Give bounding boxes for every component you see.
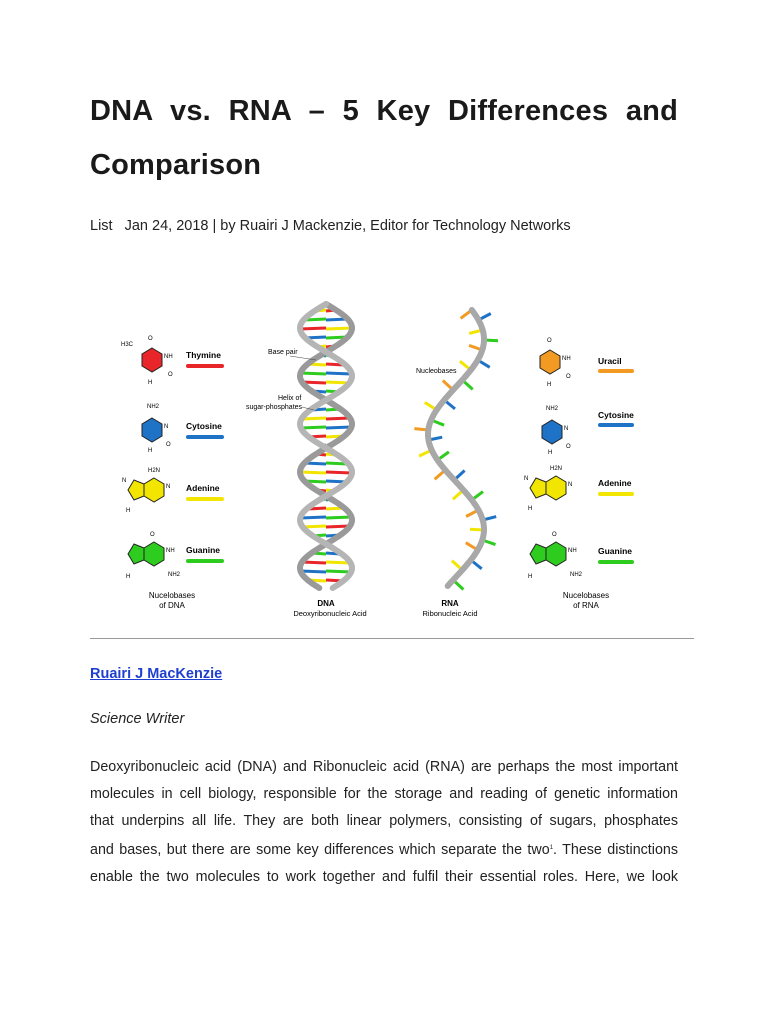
body-line: enable the two molecules to work together and fulfil their essential roles. Here, we look [90, 869, 678, 885]
dna-rna-figure [110, 296, 656, 626]
rna-title: RNA [441, 599, 459, 608]
rna-cytosine-n-label: N [564, 426, 569, 432]
body-line: that underpins all life. They are both linear polymers, consisting of sugars, phosphates [90, 813, 678, 829]
article-meta [90, 218, 571, 234]
cytosine-bar [186, 435, 224, 439]
rna-cytosine-label: Cytosine [598, 410, 634, 420]
rna-guanine-nh-label: NH [568, 548, 577, 554]
guanine-amine-label: NH2 [168, 572, 181, 578]
dna-double-helix [300, 304, 352, 588]
dna-title: DNA [317, 599, 335, 608]
uracil-h-label: H [547, 382, 552, 388]
thymine-o2-label: O [168, 372, 173, 378]
body-line: molecules in cell biology, responsible for the storage and reading of genetic information [90, 786, 678, 802]
dna-nucleobases-caption-1: Nucelobases [148, 591, 196, 600]
dna-base-pair-segment [301, 571, 327, 572]
rna-cytosine-amine-label: NH2 [546, 406, 559, 412]
rna-nucleobases-caption-1: Nucelobases [562, 591, 610, 600]
adenine-amine-label: H2N [148, 468, 161, 474]
rna-cytosine-h-label: H [548, 450, 553, 456]
cytosine-o-label: O [166, 442, 171, 448]
rna-adenine-molecule [524, 466, 572, 512]
adenine-n2-label: N [122, 478, 127, 484]
rna-cytosine-molecule [542, 406, 571, 456]
rna-nucleobases-caption-2: of RNA [573, 601, 599, 610]
category-tag[interactable]: List [90, 218, 113, 234]
thymine-h-label: H [148, 380, 153, 386]
dna-base-pair-segment [326, 427, 352, 428]
cytosine-molecule [142, 404, 171, 454]
dna-base-pair-segment [326, 517, 352, 518]
base-pair-annotation: Base pair [268, 349, 298, 356]
guanine-o-label: O [150, 532, 155, 538]
adenine-bar [186, 497, 224, 501]
guanine-bar [186, 559, 224, 563]
rna-guanine-bar [598, 560, 634, 564]
author-link[interactable]: Ruairi J MacKenzie [90, 666, 223, 682]
thymine-o-label: O [148, 336, 153, 342]
dna-base-pair-segment [326, 328, 352, 329]
dna-base-pair-segment [326, 571, 352, 572]
rna-cytosine-bar [598, 423, 634, 427]
body-line-text: and bases, but there are some key differences which separate the two [90, 842, 550, 858]
adenine-label: Adenine [186, 483, 220, 493]
body-line: Deoxyribonucleic acid (DNA) and Ribonucleic acid (RNA) are perhaps the most important [90, 759, 678, 775]
adenine-n-label: N [166, 484, 171, 490]
dna-base-pair-segment [301, 373, 327, 374]
guanine-label: Guanine [186, 545, 221, 555]
dna-base-pair-segment [300, 472, 326, 473]
adenine-h-label: H [126, 508, 131, 514]
dna-nucleobases-caption-2: of DNA [159, 601, 185, 610]
article-body [90, 754, 678, 891]
footnote-marker[interactable]: 1 [549, 845, 554, 851]
rna-adenine-bar [598, 492, 634, 496]
dna-base-pair-segment [326, 472, 352, 473]
dna-base-pair-segment [300, 328, 326, 329]
thymine-label: Thymine [186, 350, 221, 360]
dna-base-pair-segment [326, 373, 352, 374]
uracil-nh-label: NH [562, 356, 571, 362]
article-title: DNA vs. RNA – 5 Key Differences and Comparison [90, 95, 678, 181]
rna-single-strand [414, 310, 498, 590]
dna-base-pair-segment [301, 427, 327, 428]
body-line-text: . These distinctions [553, 842, 678, 858]
byline: Jan 24, 2018 | by Ruairi J Mackenzie, Editor for Technology Networks [124, 218, 571, 234]
rna-nucleobases [524, 338, 634, 610]
rna-adenine-label: Adenine [598, 478, 632, 488]
uracil-bar [598, 369, 634, 373]
rna-subtitle: Ribonucleic Acid [422, 609, 478, 618]
rna-adenine-amine-label: H2N [550, 466, 563, 472]
section-divider [90, 638, 694, 639]
rna-guanine-amine-label: NH2 [570, 572, 583, 578]
rna-adenine-n2-label: N [524, 476, 529, 482]
rna-cytosine-o-label: O [566, 444, 571, 450]
author-role: Science Writer [90, 711, 185, 727]
cytosine-amine-label: NH2 [147, 404, 160, 410]
rna-backbone [428, 310, 484, 586]
rna-adenine-n-label: N [568, 482, 573, 488]
rna-guanine-label: Guanine [598, 546, 633, 556]
uracil-molecule [540, 338, 571, 388]
uracil-label: Uracil [598, 356, 622, 366]
guanine-molecule [126, 532, 181, 580]
thymine-molecule [121, 336, 173, 386]
rna-guanine-molecule [528, 532, 583, 580]
cytosine-h-label: H [148, 448, 153, 454]
thymine-bar [186, 364, 224, 368]
uracil-o2-label: O [566, 374, 571, 380]
nucleobases-annotation: Nucleobases [416, 368, 457, 375]
rna-guanine-o-label: O [552, 532, 557, 538]
guanine-h-label: H [126, 574, 131, 580]
dna-subtitle: Deoxyribonucleic Acid [293, 609, 367, 618]
rna-adenine-h-label: H [528, 506, 533, 512]
helix-annotation-1: Helix of [278, 395, 302, 402]
dna-base-pair-segment [301, 517, 327, 518]
cytosine-label: Cytosine [186, 421, 222, 431]
thymine-nh-label: NH [164, 354, 173, 360]
cytosine-n-label: N [164, 424, 169, 430]
helix-annotation-2: sugar-phosphates [246, 404, 303, 411]
body-line [90, 835, 678, 864]
adenine-molecule [122, 468, 170, 514]
guanine-nh-label: NH [166, 548, 175, 554]
thymine-methyl-label: H3C [121, 342, 134, 348]
rna-guanine-h-label: H [528, 574, 533, 580]
uracil-o-label: O [547, 338, 552, 344]
dna-nucleobases [121, 336, 224, 610]
dna-rna-diagram [110, 296, 656, 626]
